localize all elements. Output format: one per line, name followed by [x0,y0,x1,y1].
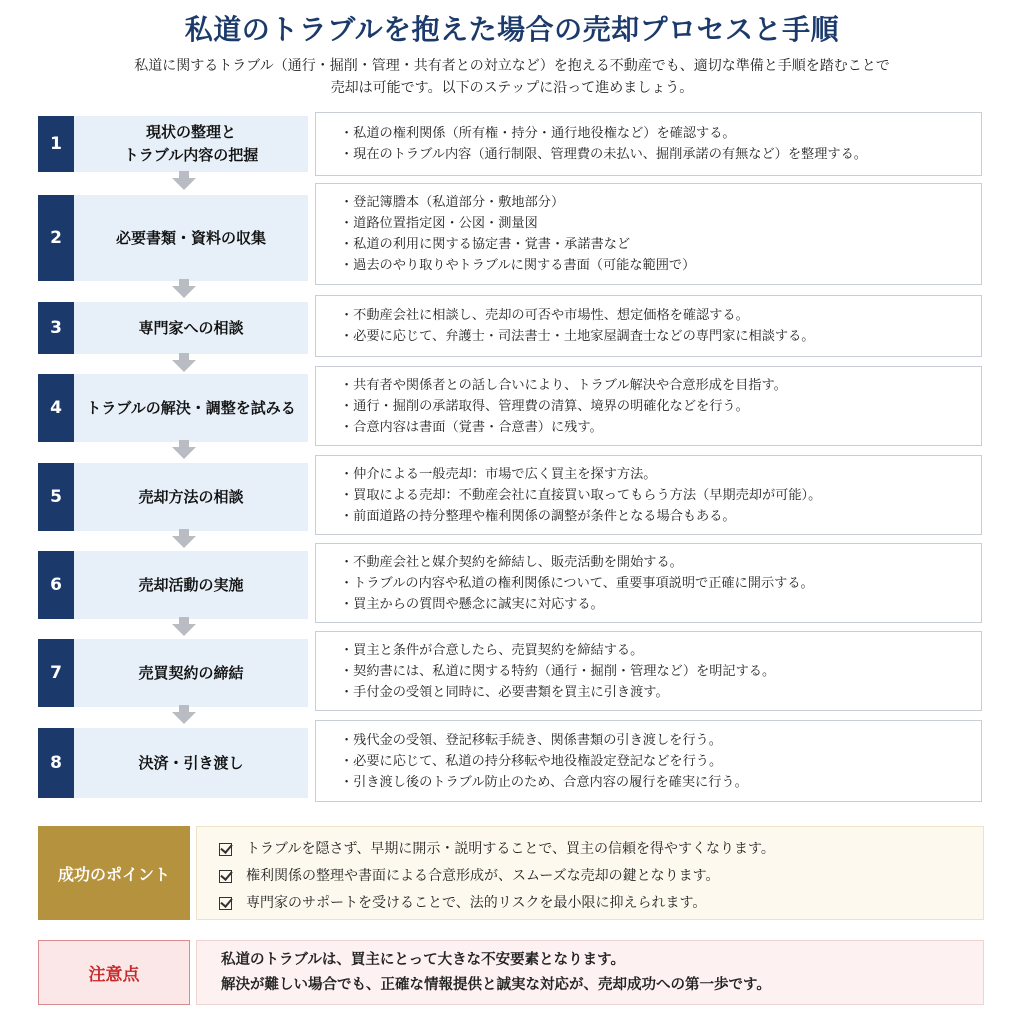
caution-line: 私道のトラブルは、買主にとって大きな不安要素となります。 [221,951,625,968]
checkbox-checked-icon [219,843,232,856]
step-detail-item: ・現在のトラブル内容（通行制限、管理費の未払い、掘削承諾の有無など）を整理する。 [340,147,867,162]
step-2-title [74,195,308,281]
step-6-details [315,543,982,623]
step-1-number: 1 [38,116,74,172]
step-detail-item: ・前面道路の持分整理や権利関係の調整が条件となる場合もある。 [340,508,736,524]
step-title-line: 売買契約の締結 [138,663,244,682]
caution-line: 解決が難しい場合でも、正確な情報提供と誠実な対応が、売却成功への第一歩です。 [221,976,771,993]
caution-label: 注意点 [38,940,190,1005]
step-2-details [315,183,982,285]
step-detail-item: ・私道の権利関係（所有権・持分・通行地役権など）を確認する。 [340,126,736,141]
step-4-title [74,374,308,442]
down-arrow-icon [172,536,196,548]
step-6-number: 6 [38,551,74,619]
intro-line: 私道に関するトラブル（通行・掘削・管理・共有者との対立など）を抱える不動産でも、適切な準備と手順を踏むことで [134,58,890,74]
step-title-line: 決済・引き渡し [138,753,244,772]
step-detail-item: ・登記簿謄本（私道部分・敷地部分） [340,195,565,210]
step-3-details [315,295,982,357]
checkbox-checked-icon [219,870,232,883]
step-7-title [74,639,308,707]
step-detail-item: ・必要に応じて、弁護士・司法書士・土地家屋調査士などの専門家に相談する。 [340,329,815,344]
down-arrow-icon [172,447,196,459]
intro-text [30,55,994,99]
step-title-line: 専門家への相談 [138,318,244,337]
success-point-text: 専門家のサポートを受けることで、法的リスクを最小限に抑えられます。 [246,894,707,911]
step-detail-item: ・契約書には、私道に関する特約（通行・掘削・管理など）を明記する。 [340,663,776,679]
step-detail-item: ・トラブルの内容や私道の権利関係について、重要事項説明で正確に開示する。 [340,575,814,591]
step-5-title [74,463,308,531]
step-detail-item: ・手付金の受領と同時に、必要書類を買主に引き渡す。 [340,684,669,700]
step-detail-item: ・買主と条件が合意したら、売買契約を締結する。 [340,642,644,658]
step-3-title [74,302,308,354]
step-detail-item: ・仲介による一般売却：市場で広く買主を探す方法。 [340,466,657,482]
step-detail-item: ・買主からの質問や懸念に誠実に対応する。 [340,596,604,612]
checkbox-checked-icon [219,897,232,910]
success-points-box [196,826,984,920]
step-4-details [315,366,982,446]
step-detail-item: ・引き渡し後のトラブル防止のため、合意内容の履行を確実に行う。 [340,774,748,790]
step-7-details [315,631,982,711]
step-title-line: 現状の整理と [145,123,236,141]
step-detail-item: ・不動産会社と媒介契約を締結し、販売活動を開始する。 [340,554,683,570]
step-8-title [74,728,308,798]
success-point [219,890,983,917]
step-title-line: 売却活動の実施 [138,575,244,594]
step-detail-item: ・通行・掘削の承諾取得、管理費の清算、境界の明確化などを行う。 [340,398,749,414]
step-3-number: 3 [38,302,74,354]
down-arrow-icon [172,360,196,372]
intro-line: 売却は可能です。以下のステップに沿って進めましょう。 [330,80,694,96]
success-points-label: 成功のポイント [38,826,190,920]
step-detail-item: ・共有者や関係者との話し合いにより、トラブル解決や合意形成を目指す。 [340,377,787,393]
step-title-line: 必要書類・資料の収集 [115,228,266,247]
caution-box [196,940,984,1005]
step-detail-item: ・残代金の受領、登記移転手続き、関係書類の引き渡しを行う。 [340,732,722,748]
step-1-details [315,112,982,176]
down-arrow-icon [172,624,196,636]
step-6-title [74,551,308,619]
step-1-title [74,116,308,172]
step-detail-item: ・道路位置指定図・公図・測量図 [340,216,538,231]
down-arrow-icon [172,712,196,724]
step-title-line: 売却方法の相談 [138,487,244,506]
step-7-number: 7 [38,639,74,707]
success-point-text: トラブルを隠さず、早期に開示・説明することで、買主の信頼を得やすくなります。 [246,840,775,857]
step-2-number: 2 [38,195,74,281]
page-title: 私道のトラブルを抱えた場合の売却プロセスと手順 [184,13,840,46]
step-detail-item: ・合意内容は書面（覚書・合意書）に残す。 [340,419,603,435]
step-4-number: 4 [38,374,74,442]
step-8-details [315,720,982,802]
success-point-text: 権利関係の整理や書面による合意形成が、スムーズな売却の鍵となります。 [246,867,720,884]
success-point [219,863,983,890]
step-title-line: トラブルの解決・調整を試みる [86,398,296,417]
step-title-line: トラブル内容の把握 [123,146,259,164]
step-detail-item: ・不動産会社に相談し、売却の可否や市場性、想定価格を確認する。 [340,308,749,323]
step-5-details [315,455,982,535]
step-detail-item: ・必要に応じて、私道の持分移転や地役権設定登記などを行う。 [340,753,723,769]
down-arrow-icon [172,178,196,190]
step-detail-item: ・買取による売却：不動産会社に直接買い取ってもらう方法（早期売却が可能）。 [340,487,822,503]
step-detail-item: ・私道の利用に関する協定書・覚書・承諾書など [340,237,631,252]
step-5-number: 5 [38,463,74,531]
down-arrow-icon [172,286,196,298]
step-8-number: 8 [38,728,74,798]
success-point [219,836,983,863]
step-detail-item: ・過去のやり取りやトラブルに関する書面（可能な範囲で） [340,258,696,273]
